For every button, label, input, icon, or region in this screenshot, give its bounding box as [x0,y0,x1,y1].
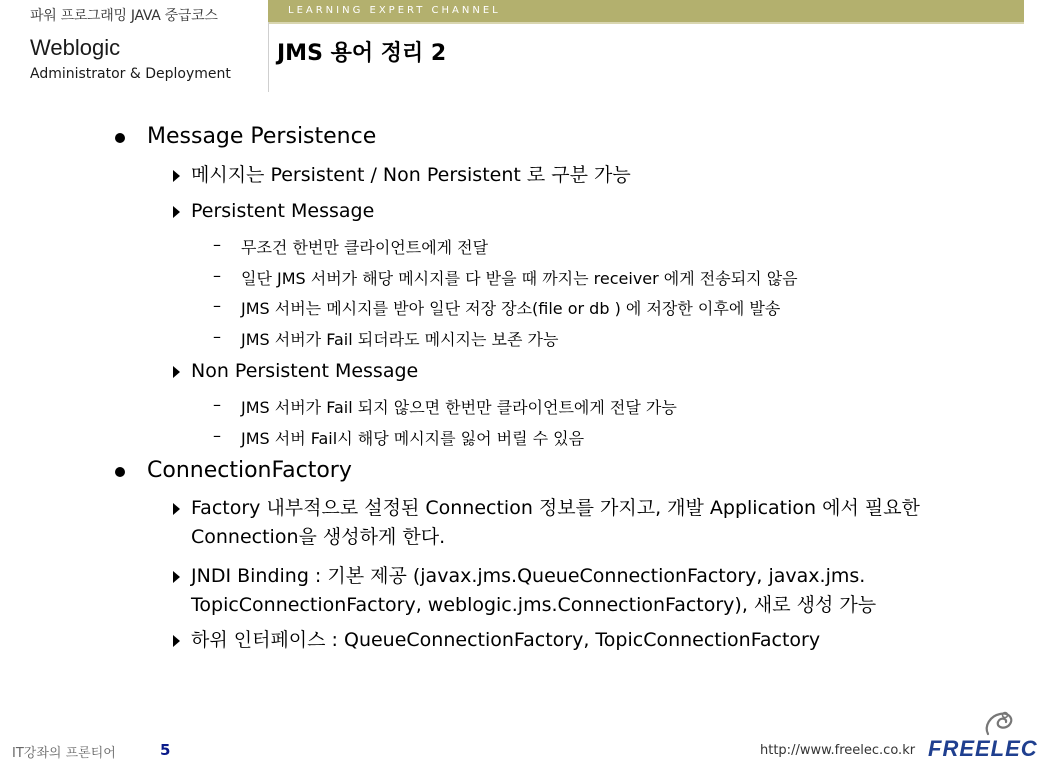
sub-item-text: JMS 서버는 메시지를 받아 일단 저장 장소(file or db ) 에 저장한 이후에 발송 [241,299,781,318]
sub-item-text: JMS 서버가 Fail 되더라도 메시지는 보존 가능 [241,330,559,349]
slide-title: JMS 용어 정리 2 [277,41,447,66]
header-band [268,0,1024,22]
list-item-text: Non Persistent Message [191,360,419,382]
list-item-text: 하위 인터페이스 : QueueConnectionFactory, TopicConnectionFactory [191,629,821,651]
bullet-dot-icon [115,133,125,143]
course-name: 파워 프로그래밍 JAVA 중급코스 [30,8,218,24]
list-item-text: Factory 내부적으로 설정된 Connection 정보를 가지고, 개발 Application 에서 필요한 Connection을 생성하게 한다. [191,497,920,548]
dash-bullet-icon: – [213,426,221,445]
list-item-text: Persistent Message [191,200,375,222]
band-text: LEARNING EXPERT CHANNEL [288,5,501,16]
triangle-bullet-icon [173,366,180,378]
triangle-bullet-icon [173,503,180,515]
triangle-bullet-icon [173,170,180,182]
freelec-logo[interactable]: FREELEC [928,736,1038,761]
footer-url[interactable]: http://www.freelec.co.kr [760,743,916,758]
header-divider [268,22,1024,24]
dash-bullet-icon: – [213,235,221,254]
product-name: Weblogic [30,35,121,60]
sub-item-text: 무조건 한번만 클라이언트에게 전달 [241,238,489,257]
dash-bullet-icon: – [213,327,221,346]
triangle-bullet-icon [173,206,180,218]
footer-slogan: IT강좌의 프론티어 [12,746,116,761]
dash-bullet-icon: – [213,296,221,315]
section-heading: ConnectionFactory [147,458,352,483]
dash-bullet-icon: – [213,266,221,285]
product-subtitle: Administrator & Deployment [30,66,231,82]
header-brand [0,0,268,100]
sub-item-text: 일단 JMS 서버가 해당 메시지를 다 받을 때 까지는 receiver 에게 전송되지 않음 [241,269,798,288]
section-heading: Message Persistence [147,124,377,149]
bullet-dot-icon [115,467,125,477]
list-item-text: JNDI Binding : 기본 제공 (javax.jms.QueueConnectionFactory, javax.jms. TopicConnectionFactory, weblogic.jms.ConnectionFactory), 새로 생성 가능 [191,565,877,616]
triangle-bullet-icon [173,635,180,647]
header-vertical-divider [268,22,269,92]
sub-item-text: JMS 서버 Fail시 해당 메시지를 잃어 버릴 수 있음 [241,429,585,448]
dash-bullet-icon: – [213,395,221,414]
list-item-text: 메시지는 Persistent / Non Persistent 로 구분 가능 [191,164,631,186]
sub-item-text: JMS 서버가 Fail 되지 않으면 한번만 클라이언트에게 전달 가능 [241,398,677,417]
page-number: 5 [160,741,171,759]
triangle-bullet-icon [173,571,180,583]
